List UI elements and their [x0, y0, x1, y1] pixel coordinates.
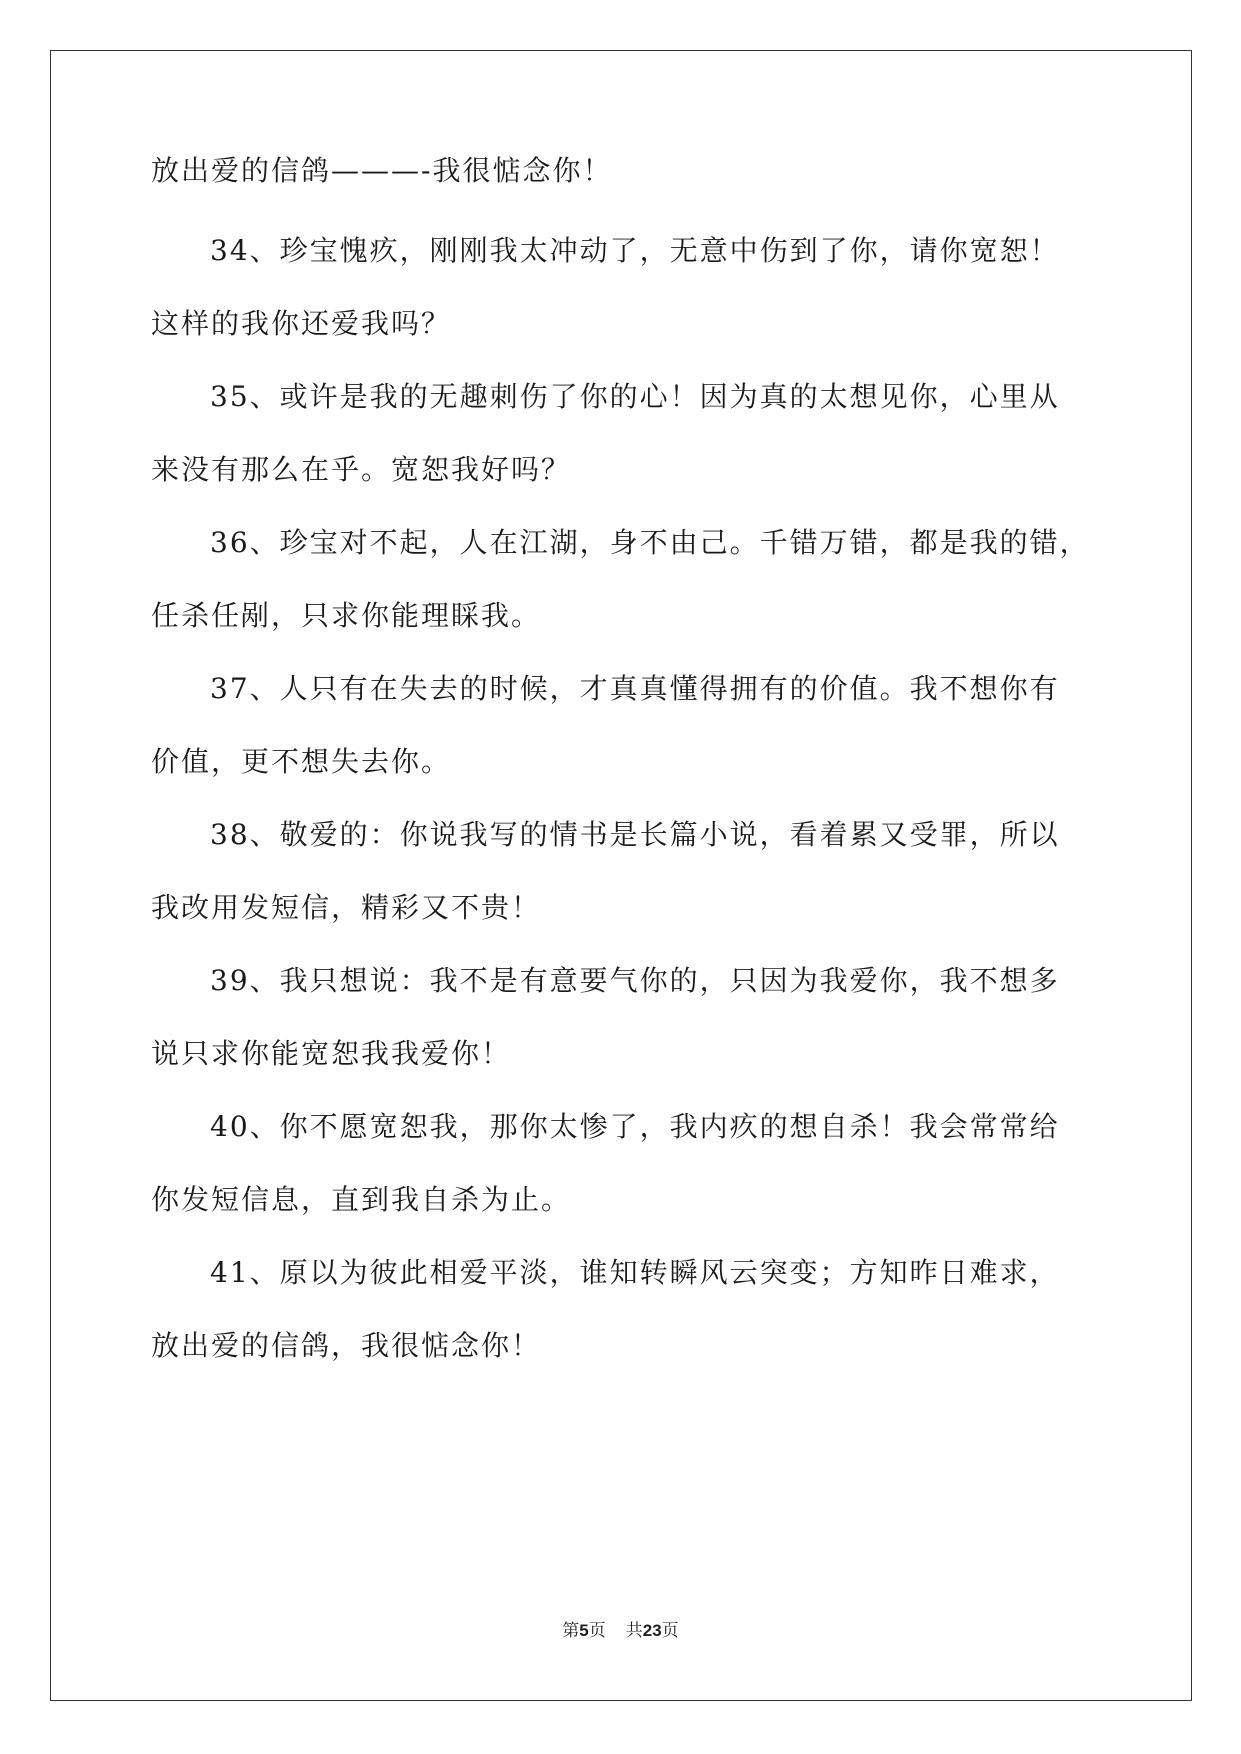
- total-pages: 23: [642, 1621, 662, 1640]
- page-footer: [0, 1619, 1241, 1643]
- text-line: 36、珍宝对不起，人在江湖，身不由己。千错万错，都是我的错，: [210, 526, 1090, 559]
- text-line: 说只求你能宽恕我我爱你！: [151, 1037, 512, 1070]
- page-border: [50, 50, 1192, 1701]
- text-line: 这样的我你还爱我吗？: [151, 307, 452, 340]
- text-line: 放出爱的信鸽———-我很惦念你！: [151, 154, 613, 187]
- text-line: 你发短信息，直到我自杀为止。: [151, 1183, 572, 1216]
- text-line: 任杀任剐，只求你能理睬我。: [151, 599, 542, 632]
- text-line: 价值，更不想失去你。: [151, 745, 452, 778]
- page-label-prefix: 第: [562, 1621, 580, 1641]
- total-label-suffix: 页: [661, 1621, 679, 1641]
- text-line: 40、你不愿宽恕我，那你太惨了，我内疚的想自杀！我会常常给: [210, 1110, 1060, 1143]
- text-line: 37、人只有在失去的时候，才真真懂得拥有的价值。我不想你有: [210, 672, 1060, 705]
- text-line: 放出爱的信鸽，我很惦念你！: [151, 1329, 542, 1362]
- text-line: 我改用发短信，精彩又不贵！: [151, 891, 542, 924]
- text-line: 35、或许是我的无趣刺伤了你的心！因为真的太想见你，心里从: [210, 380, 1060, 413]
- total-label-prefix: 共: [625, 1621, 643, 1641]
- page-label-suffix: 页: [588, 1621, 606, 1641]
- text-line: 34、珍宝愧疚，刚刚我太冲动了，无意中伤到了你，请你宽恕！: [210, 234, 1060, 267]
- page-number: 5: [579, 1621, 589, 1640]
- text-line: 39、我只想说：我不是有意要气你的，只因为我爱你，我不想多: [210, 964, 1060, 997]
- text-line: 38、敬爱的：你说我写的情书是长篇小说，看着累又受罪，所以: [210, 818, 1060, 851]
- text-line: 来没有那么在乎。宽恕我好吗？: [151, 453, 572, 486]
- text-line: 41、原以为彼此相爱平淡，谁知转瞬风云突变；方知昨日难求，: [210, 1256, 1060, 1289]
